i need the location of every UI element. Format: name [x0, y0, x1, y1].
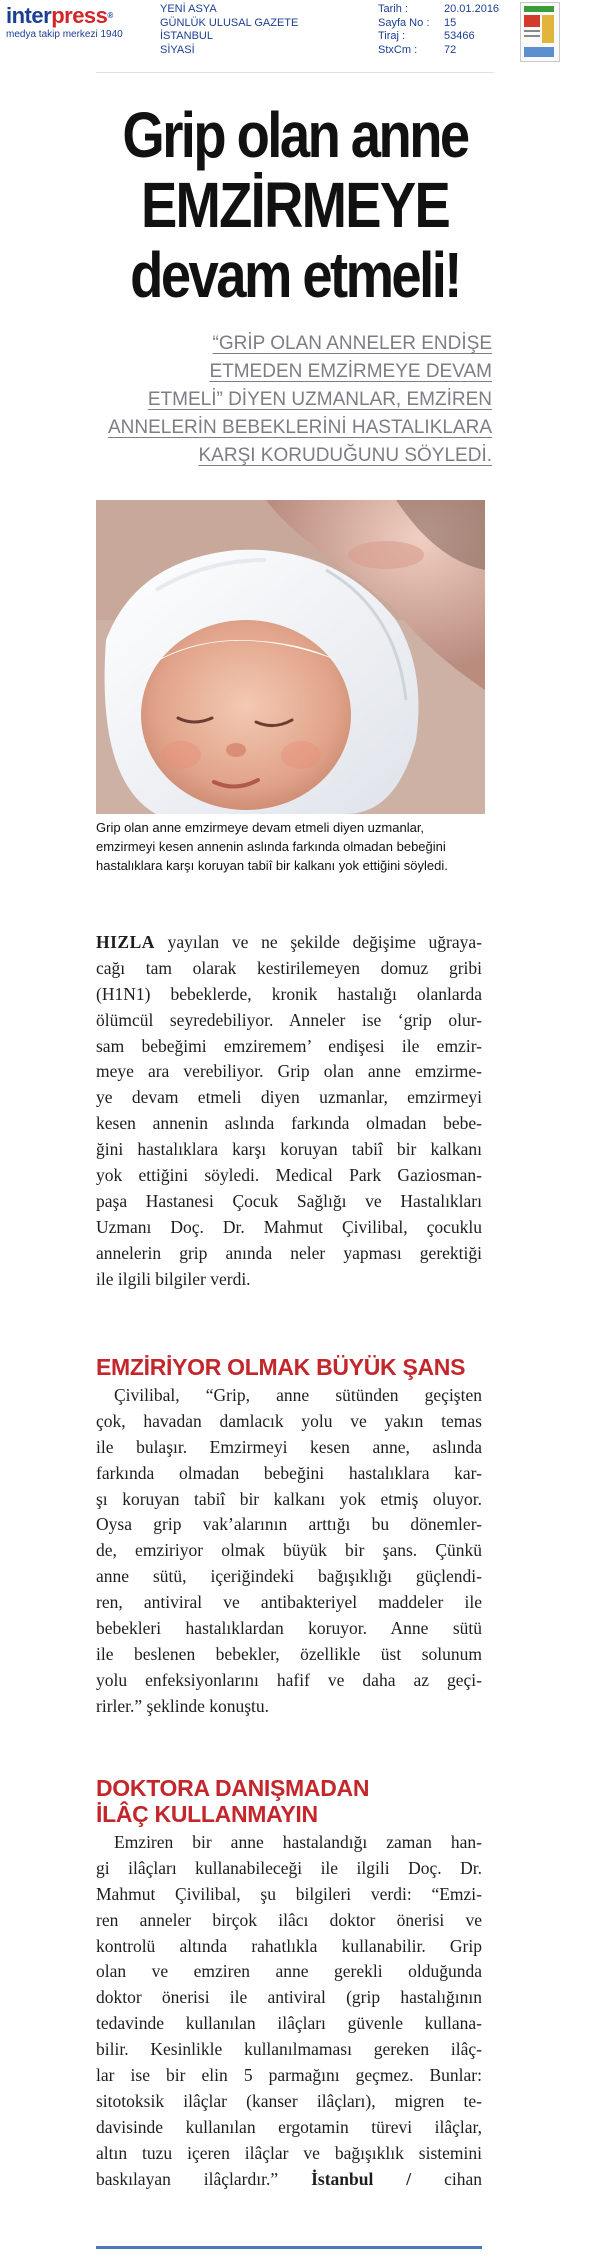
- body-line: yok ettiğini söyledi. Medical Park Gaziosman-: [96, 1165, 482, 1186]
- body-line: doktor önerisi ile antiviral (grip hastalığının: [96, 1987, 482, 2008]
- body-line: ölümcül seyredebiliyor. Anneler ise ‘grip olur-: [96, 1009, 482, 1030]
- meta-value-circulation: 53466: [444, 30, 475, 42]
- subheadline-line: “GRİP OLAN ANNELER ENDİŞE: [212, 333, 492, 354]
- byline-city: İstanbul /: [311, 2168, 412, 2189]
- intro-lead-word: HIZLA: [96, 932, 155, 952]
- body-line: de, emziriyor olmak büyük bir şans. Çünkü: [96, 1540, 482, 1561]
- publication-name: YENİ ASYA: [160, 3, 217, 15]
- caption-line: hastalıklara karşı koruyan tabiî bir kalkanı yok ettiğini söyledi.: [96, 858, 448, 873]
- photo-caption: [96, 818, 488, 875]
- meta-row-date: [378, 3, 499, 17]
- section-title-breastfeeding: EMZİRİYOR OLMAK BÜYÜK ŞANS: [96, 1354, 466, 1380]
- subheadline-line: KARŞI KORUDUĞUNU SÖYLEDİ.: [198, 445, 492, 466]
- subheadline-line: ETMEDEN EMZİRMEYE DEVAM: [209, 361, 492, 382]
- meta-row-circulation: [378, 30, 499, 44]
- publication-type: GÜNLÜK ULUSAL GAZETE: [160, 16, 299, 29]
- body-line: farkında olmadan bebeğini hastalıklara kar-: [96, 1462, 482, 1483]
- body-line: Mahmut Çivilibal, şu bilgileri verdi: “Emzi-: [96, 1883, 482, 1904]
- clipping-header: [0, 0, 590, 70]
- body-line: rirler.” şeklinde konuştu.: [96, 1695, 270, 1716]
- body-line: ile ilgili bilgiler verdi.: [96, 1268, 251, 1289]
- meta-label: Tiraj: [378, 30, 399, 42]
- meta-label: Tarih: [378, 3, 402, 15]
- meta-sep: :: [402, 30, 406, 42]
- registered-mark: ®: [107, 11, 113, 20]
- publication-section: SİYASİ: [160, 43, 195, 56]
- clipping-meta: [378, 3, 499, 57]
- article-bottom-rule: [96, 2246, 482, 2249]
- body-line: kesen annenin aslında farkında olmadan bebe-: [96, 1113, 482, 1134]
- body-line: cağı tam olarak kestirilemeyen domuz gribi: [96, 957, 482, 978]
- body-line: sitotoksik ilâçlar (kanser ilâçları), migren te-: [96, 2090, 482, 2111]
- logo-part-inter: inter: [6, 3, 52, 28]
- body-line: sam bebeğimi emziremem’ endişesi ile emzir-: [96, 1035, 482, 1056]
- body-line: anne sütü, içeriğindeki bağışıklığı güçlendi-: [96, 1566, 482, 1587]
- body-line: gi ilâçları kullanabileceği ile ilgili Doç. Dr.: [96, 1857, 482, 1878]
- body-line: meye ara verebiliyor. Grip olan anne emzirme-: [96, 1061, 482, 1082]
- subheadline-line: ETMELİ” DİYEN UZMANLAR, EMZİREN: [147, 389, 492, 410]
- meta-value-stxcm: 72: [444, 43, 457, 56]
- logo-part-press: press: [51, 3, 108, 28]
- headline-line: devam etmeli!: [130, 239, 460, 311]
- meta-label: StxCm: [378, 43, 411, 56]
- headline-line: EMZİRMEYE: [140, 169, 450, 241]
- section-medication-body: [96, 1830, 482, 2192]
- body-line: tedavinde kullanılan ilâçları güvenle kullana-: [96, 2013, 482, 2034]
- publication-info: [160, 3, 298, 57]
- body-line: Uzmanı Doç. Dr. Mahmut Çivilibal, çocuklu: [96, 1216, 482, 1237]
- meta-sep: :: [404, 3, 408, 15]
- subheadline-line: ANNELERİN BEBEKLERİNİ HASTALIKLARA: [108, 417, 492, 438]
- header-divider: [96, 72, 494, 73]
- logo-tagline: medya takip merkezi 1940: [6, 29, 123, 40]
- body-line: ile bulaşır. Emzirmeyi kesen anne, aslında: [96, 1436, 482, 1457]
- section-breastfeeding-body: [96, 1383, 482, 1720]
- article-headline: [104, 100, 487, 310]
- page-thumbnail[interactable]: [520, 2, 560, 62]
- body-line: ren, antiviral ve antibakteriyel maddeler ile: [96, 1592, 482, 1613]
- section-title-medication: [96, 1775, 496, 1827]
- publication-city: İSTANBUL: [160, 30, 213, 42]
- headline-line: Grip olan anne: [122, 99, 468, 171]
- meta-label: Sayfa No: [378, 16, 424, 29]
- section-title-line: İLÂÇ KULLANMAYIN: [96, 1801, 318, 1827]
- interpress-logo: [6, 4, 156, 40]
- meta-sep: :: [426, 16, 430, 29]
- body-line: olan ve emziren anne gerekli olduğunda: [96, 1961, 482, 1982]
- body-line: şı koruyan tabiî bir kalkanı yok etmiş oluyor.: [96, 1488, 482, 1509]
- section-title-line: DOKTORA DANIŞMADAN: [96, 1775, 370, 1801]
- body-line: [96, 930, 482, 956]
- meta-value-date: 20.01.2016: [444, 3, 500, 15]
- body-line: lar ise bir elin 5 parmağını geçmez. Bunlar:: [96, 2065, 482, 2086]
- meta-row-page: [378, 17, 499, 31]
- news-agency: cihan: [444, 2168, 483, 2189]
- body-line: annelerin grip anında neler yapması gerektiği: [96, 1242, 482, 1263]
- body-line: bebekleri hastalıklardan koruyor. Anne sütü: [96, 1618, 482, 1639]
- meta-value-page: 15: [444, 16, 457, 29]
- body-line: davisinde kullanılan ergotamin türevi ilâçlar,: [96, 2116, 482, 2137]
- body-line-final: [96, 2167, 482, 2193]
- body-line: çok, havadan damlacık yolu ve yakın temas: [96, 1410, 482, 1431]
- article-subheadline: [100, 330, 492, 470]
- body-line: ye devam etmeli diyen uzmanlar, emzirmeyi: [96, 1087, 482, 1108]
- body-line: yolu enfeksiyonlarını hafif ve daha az geçi-: [96, 1669, 482, 1690]
- body-line: paşa Hastanesi Çocuk Sağlığı ve Hastalıkları: [96, 1190, 482, 1211]
- meta-sep: :: [414, 43, 418, 56]
- body-line: bilir. Kesinlikle kullanılmaması gereken ilâç-: [96, 2039, 482, 2060]
- body-line: ğini hastalıklara karşı koruyan tabiî bir kalkanı: [96, 1139, 482, 1160]
- body-text: yayılan ve ne şekilde değişime uğraya-: [154, 932, 482, 952]
- body-line: altın tuzu içeren ilâçlar ve bağışıklık sistemini: [96, 2142, 482, 2163]
- meta-row-stxcm: [378, 44, 499, 58]
- body-line: Çivilibal, “Grip, anne sütünden geçişten: [114, 1385, 482, 1405]
- article-intro: [96, 930, 482, 1292]
- caption-line: emzirmeyi kesen annenin aslında farkında olmadan bebeğini: [96, 839, 446, 854]
- caption-line: Grip olan anne emzirmeye devam etmeli diyen uzmanlar,: [96, 820, 425, 835]
- body-line: (H1N1) bebeklerde, kronik hastalığı olanlarda: [96, 983, 482, 1004]
- body-line: ren anneler birçok ilâcı doktor önerisi ve: [96, 1909, 482, 1930]
- logo-wordmark: [6, 4, 156, 28]
- body-line: ile beslenen bebekler, özellikle üst solunum: [96, 1643, 482, 1664]
- body-line: Oysa grip vak’alarının arttığı bu dönemler-: [96, 1514, 482, 1535]
- body-line: kontrolü altında rahatlıkla kullanabilir. Grip: [96, 1935, 482, 1956]
- body-text: baskılayan ilâçlardır.”: [96, 2168, 279, 2189]
- article-photo-newborn: [96, 500, 485, 814]
- body-line: Emziren bir anne hastalandığı zaman han-: [114, 1832, 482, 1852]
